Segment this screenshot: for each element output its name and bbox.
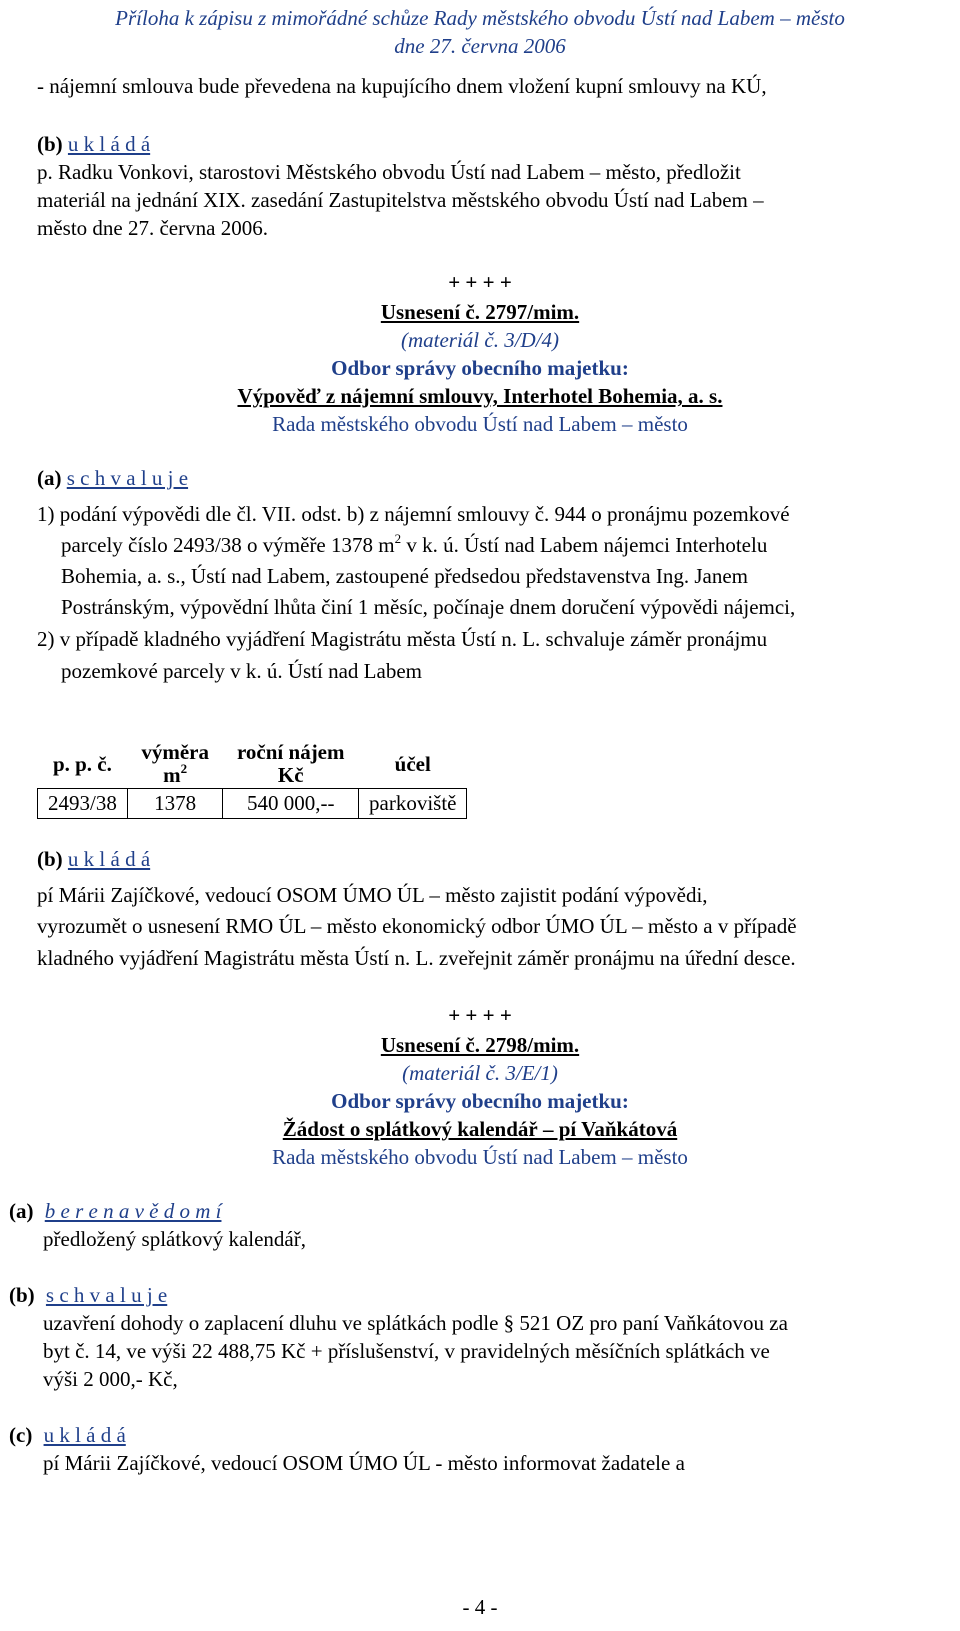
- res2-number: Usnesení č. 2798/mim.: [380, 1033, 580, 1057]
- res1-material: (materiál č. 3/D/4): [400, 328, 560, 352]
- res1-b-line3: kladného vyjádření Magistrátu města Ústí n. L. zveřejnit záměr pronájmu na úřední desce.: [37, 946, 796, 970]
- res2-a-text: předložený splátkový kalendář,: [43, 1227, 306, 1251]
- top-b-text-1: p. Radku Vonkovi, starostovi Městského obvodu Ústí nad Labem – město, předložit: [37, 160, 741, 184]
- res1-department: Odbor správy obecního majetku:: [331, 356, 629, 380]
- table-cell: parkoviště: [359, 789, 467, 819]
- lease-transfer-line: - nájemní smlouva bude převedena na kupujícího dnem vložení kupní smlouvy na KÚ,: [37, 74, 767, 98]
- header-line-1: Příloha k zápisu z mimořádné schůze Rady městského obvodu Ústí nad Labem – město: [115, 6, 845, 30]
- clause-verb: s c h v a l u j e: [45, 1283, 168, 1307]
- res1-plus: + + + +: [448, 270, 512, 294]
- col-header-parcel: p. p. č.: [52, 751, 112, 776]
- table-cell: 540 000,--: [223, 789, 359, 819]
- header-line-2: dne 27. června 2006: [394, 34, 566, 58]
- top-b-text-2: materiál na jednání XIX. zasedání Zastupitelstva městského obvodu Ústí nad Labem –: [37, 188, 764, 212]
- res2-material: (materiál č. 3/E/1): [402, 1061, 558, 1085]
- superscript: 2: [394, 531, 402, 546]
- clause-verb: b e r e n a v ě d o m í: [44, 1199, 222, 1223]
- res2-c-line1: pí Márii Zajíčkové, vedoucí OSOM ÚMO ÚL - město informovat žadatele a: [43, 1451, 685, 1475]
- res2-b-clause: [9, 1283, 167, 1308]
- text-span: m: [163, 763, 181, 787]
- col-header-area: [127, 740, 223, 789]
- clause-label: (a): [9, 1199, 34, 1223]
- res2-c-clause: [9, 1423, 126, 1448]
- text-span: v k. ú. Ústí nad Labem nájemci Interhotelu: [401, 533, 768, 557]
- res2-department: Odbor správy obecního majetku:: [331, 1089, 629, 1113]
- res1-point2-line1: 2) v případě kladného vyjádření Magistrátu města Ústí n. L. schvaluje záměr pronájmu: [37, 627, 768, 651]
- res1-a-clause: [37, 466, 188, 491]
- clause-verb: u k l á d á: [67, 132, 151, 156]
- res2-subject: Žádost o splátkový kalendář – pí Vaňkátová: [282, 1117, 678, 1141]
- clause-label: (b): [9, 1283, 35, 1307]
- res1-b-clause: [37, 847, 150, 872]
- top-b-clause: [37, 132, 150, 157]
- res1-b-line2: vyrozumět o usnesení RMO ÚL – město ekonomický odbor ÚMO ÚL – město a v případě: [37, 914, 797, 938]
- table-cell: 2493/38: [38, 789, 128, 819]
- table-header-row: [38, 740, 467, 789]
- clause-label: (a): [37, 466, 62, 490]
- clause-label: (c): [9, 1423, 33, 1447]
- res1-subject: Výpověď z nájemní smlouvy, Interhotel Bohemia, a. s.: [237, 384, 723, 408]
- clause-verb: u k l á d á: [43, 1423, 126, 1447]
- table-cell: 1378: [127, 789, 223, 819]
- col-header-rent: [223, 740, 359, 789]
- res2-b-line1: uzavření dohody o zaplacení dluhu ve splátkách podle § 521 OZ pro paní Vaňkátovou za: [43, 1311, 788, 1335]
- top-b-text-3: město dne 27. června 2006.: [37, 216, 268, 240]
- text-span: roční nájem: [236, 740, 345, 764]
- res1-point1-line3: Bohemia, a. s., Ústí nad Labem, zastoupené předsedou představenstva Ing. Janem: [61, 564, 748, 588]
- text-span: Kč: [277, 763, 304, 787]
- text-span: parcely číslo 2493/38 o výměře 1378 m: [61, 533, 395, 557]
- res1-number: Usnesení č. 2797/mim.: [380, 300, 580, 324]
- res2-plus: + + + +: [448, 1003, 512, 1027]
- res1-point1-line4: Postránským, výpovědní lhůta činí 1 měsíc, počínaje dnem doručení výpovědi nájemci,: [61, 595, 796, 619]
- res2-b-line3: výši 2 000,- Kč,: [43, 1367, 178, 1391]
- clause-label: (b): [37, 847, 63, 871]
- res1-point2-line2: pozemkové parcely v k. ú. Ústí nad Labem: [61, 659, 422, 683]
- res2-a-clause: [9, 1199, 221, 1224]
- res2-b-line2: byt č. 14, ve výši 22 488,75 Kč + příslušenství, v pravidelných měsíčních splátkách ve: [43, 1339, 770, 1363]
- clause-verb: u k l á d á: [67, 847, 151, 871]
- res1-point1-line1: 1) podání výpovědi dle čl. VII. odst. b) z nájemní smlouvy č. 944 o pronájmu pozemkové: [37, 502, 790, 526]
- res1-council: Rada městského obvodu Ústí nad Labem – město: [272, 412, 688, 436]
- res1-b-line1: pí Márii Zajíčkové, vedoucí OSOM ÚMO ÚL – město zajistit podání výpovědi,: [37, 883, 708, 907]
- text-span: výměra: [141, 740, 209, 764]
- res2-council: Rada městského obvodu Ústí nad Labem – město: [272, 1145, 688, 1169]
- res1-point1-line2: [61, 533, 767, 558]
- page-number: - 4 -: [462, 1595, 498, 1619]
- clause-label: (b): [37, 132, 63, 156]
- parcel-table: [37, 740, 467, 819]
- col-header-purpose: účel: [394, 751, 431, 776]
- clause-verb: s c h v a l u j e: [66, 466, 189, 490]
- superscript: 2: [180, 761, 188, 776]
- table-row: [38, 789, 467, 819]
